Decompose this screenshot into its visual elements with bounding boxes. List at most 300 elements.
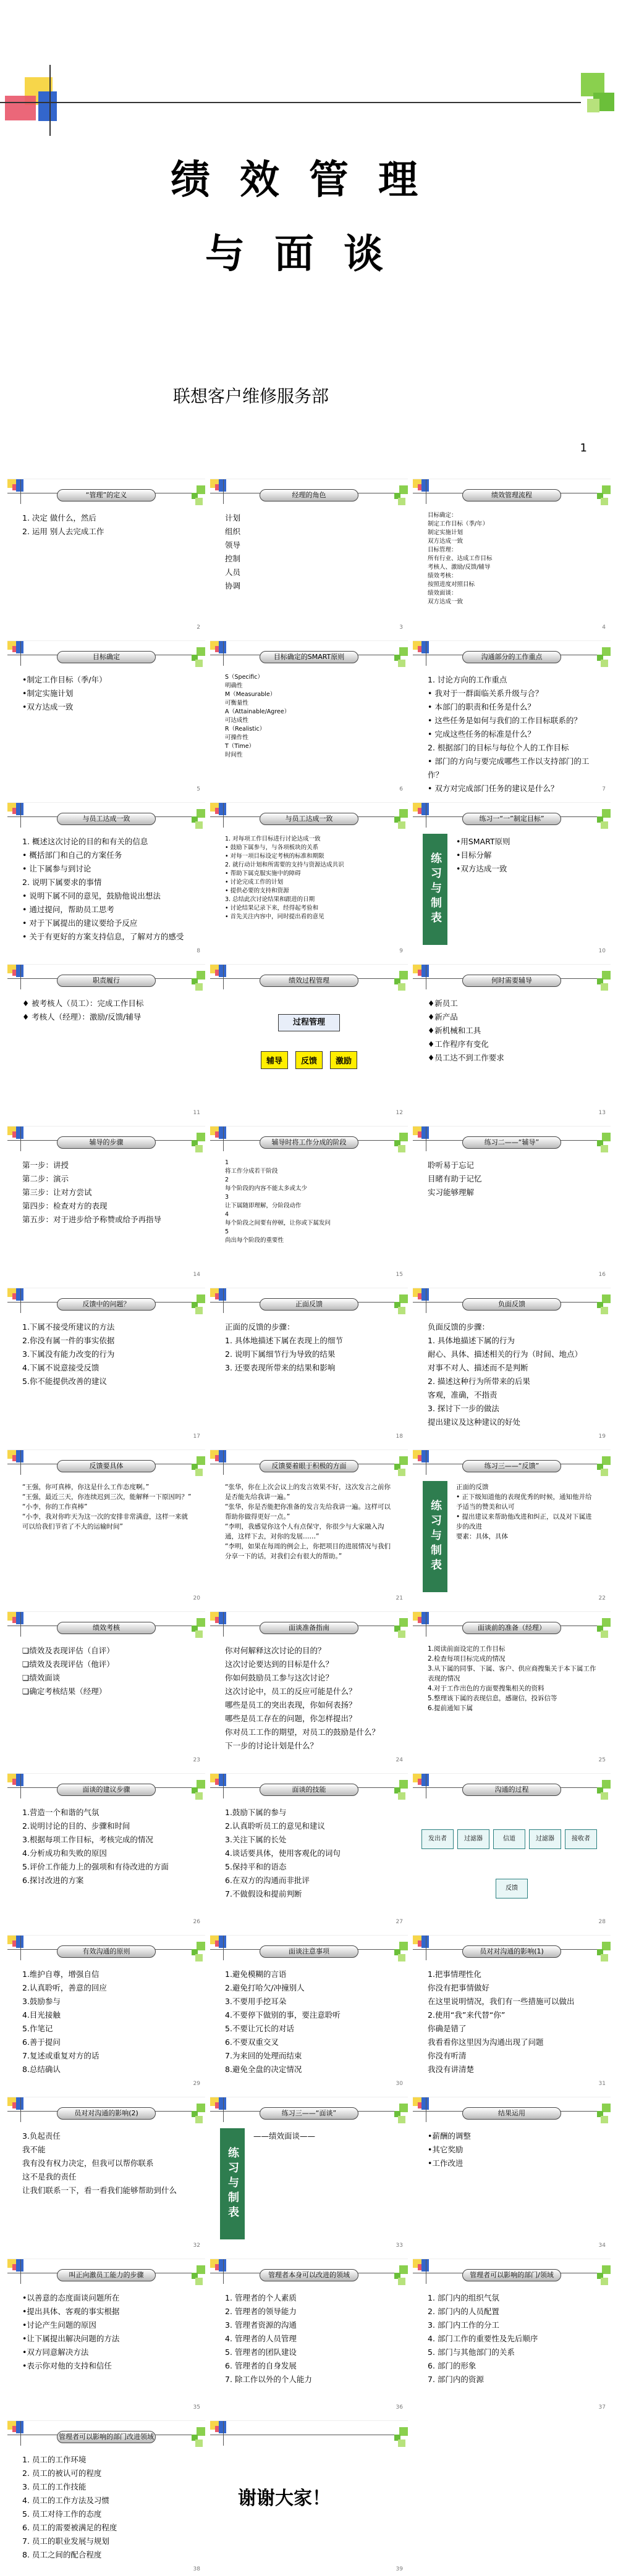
slide-number: 3	[399, 624, 403, 631]
body-line: 3.从下属的同事、下属、客户、供应商搜集关于本下属工作表现的情况	[428, 1665, 596, 1682]
body-line: 人员	[225, 568, 241, 577]
body-line: • 部门的方向与要完成哪些工作以支持部门的工作？	[428, 757, 590, 779]
decor-sq-b	[219, 803, 226, 815]
slide-title: 练习一“一”制定目标”	[462, 813, 561, 825]
slide-body	[428, 1968, 598, 2076]
slide-number: 21	[396, 1595, 403, 1601]
body-line: 每个阶段的内容不能太多或太少	[225, 1185, 308, 1192]
body-line: 4. 部门工作的重要性及先后顺序	[428, 2334, 538, 2343]
slide-body	[22, 1968, 193, 2076]
slide-body	[22, 1482, 193, 1532]
body-line: •其它奖励	[428, 2145, 464, 2154]
body-line: 计划	[225, 513, 241, 522]
body-line: •让下属提出解决问题的方法	[22, 2334, 120, 2343]
slide-number: 9	[399, 948, 403, 954]
decor-sq-b	[16, 1612, 23, 1624]
body-line: 实习能够理解	[428, 1188, 475, 1197]
decor-gr1	[399, 971, 408, 980]
decor-gr1	[399, 647, 408, 656]
decor-gr1	[399, 809, 408, 818]
slide-title: 面谈的技能	[260, 1784, 358, 1796]
body-line: 2. 描述这种行为所带来的后果	[428, 1377, 530, 1386]
body-line: • 帮助下属克服实施中的障碍	[225, 870, 301, 877]
decor-sq-b	[16, 1774, 23, 1786]
decor-gr3	[195, 498, 203, 505]
decor-gr1	[399, 2265, 408, 2274]
slide-body	[428, 997, 598, 1065]
decor-gr3	[398, 1630, 405, 1638]
decor-sq-b	[16, 1450, 23, 1462]
slide-body	[22, 2453, 193, 2562]
decor-gr3	[195, 2440, 203, 2447]
slide-17	[7, 1288, 205, 1443]
slide-24	[210, 1611, 408, 1767]
body-line: “王强，你可真棒，你这是什么工作态度啊。”	[22, 1483, 150, 1491]
slide-13	[413, 964, 611, 1120]
body-line: • 讨论结果记录下来，经得起考验和	[225, 905, 319, 912]
decor-vline	[223, 479, 224, 504]
body-line: 要素：具体，具体	[456, 1533, 508, 1540]
body-line: ♦员工达不到工作要求	[428, 1053, 504, 1062]
decor-sq-b	[421, 1936, 429, 1948]
decor-gr3	[398, 660, 405, 667]
decor-sq-b	[421, 1774, 429, 1786]
body-line: 2.认真聆听员工的意见和建议	[225, 1821, 325, 1831]
body-line: 1	[225, 1159, 229, 1166]
decor-gr3	[195, 1307, 203, 1314]
body-line: 1. 对每项工作目标进行讨论达成一致	[225, 836, 321, 842]
slide-title: 面谈准备指南	[260, 1622, 358, 1634]
flow-node: 信道	[493, 1829, 525, 1849]
decor-sq-b	[16, 2259, 23, 2272]
slide-title: 有效沟通的原则	[57, 1945, 156, 1958]
body-line: 控制	[225, 554, 241, 563]
decor-gr3	[398, 2116, 405, 2123]
slide-number: 5	[197, 786, 200, 792]
slide-number: 35	[193, 2404, 200, 2410]
slide-10	[413, 802, 611, 958]
slide-number: 4	[602, 624, 606, 631]
decor-sq-b	[219, 1774, 226, 1786]
body-line: • 关于有更好的方案支持信息，了解对方的感受	[22, 932, 184, 941]
slide-title: 管理者可以影响的部门/领域	[462, 2269, 561, 2281]
decor-gr1	[197, 1133, 205, 1141]
decor-gr1	[602, 971, 611, 980]
body-line: • 我对于一群面临关系升级与合？	[428, 689, 543, 698]
slide-number: 2	[197, 624, 200, 631]
company-name: 联想客户维修服务部	[173, 386, 329, 406]
decor-gr3	[398, 1954, 405, 1961]
slide-33	[210, 2097, 408, 2252]
slide-18	[210, 1288, 408, 1443]
body-line: 2. 就行动计划和所需要的支持与资源达成共识	[225, 862, 344, 868]
decor-gr1	[602, 485, 611, 494]
decor-gr1	[602, 1618, 611, 1627]
body-line: •制定工作目标（季/年）	[22, 675, 107, 684]
decor-sq-b	[16, 479, 23, 492]
decor-vline	[20, 1936, 21, 1960]
body-line: • 鼓励下属参与，与各项板块的关系	[225, 844, 319, 851]
decor-gr3	[601, 1630, 608, 1638]
decor-green-square	[587, 99, 599, 112]
body-line: 7.不做假设和提前判断	[225, 1889, 302, 1898]
body-line: 组织	[225, 527, 241, 536]
slide-23	[7, 1611, 205, 1767]
body-line: 7. 除工作以外的个人能力	[225, 2375, 312, 2384]
slide-title: 负面反馈	[462, 1298, 561, 1311]
slide-number: 11	[193, 1110, 200, 1116]
decor-sq-b	[16, 2097, 23, 2110]
decor-sq-b	[219, 479, 226, 492]
decor-gr1	[197, 647, 205, 656]
body-line: 7. 员工的职业发展与规划	[22, 2536, 109, 2546]
body-line: 你确是错了	[428, 2024, 467, 2033]
process-step-box: 反馈	[295, 1051, 323, 1069]
decor-gr1	[399, 1294, 408, 1303]
slide-title: 员对对沟通的影响(1)	[462, 1945, 561, 1958]
decor-vline	[20, 1774, 21, 1798]
body-line: • 正下级知道他的表现优秀的时候，通知他并给予适当的赞美和认可	[456, 1493, 592, 1511]
body-line: 客观，准确，不指责	[428, 1390, 497, 1399]
body-line: 2. 说明下属要求的事情	[22, 878, 102, 887]
slide-number: 16	[598, 1272, 606, 1278]
slide-title: 员对对沟通的影响(2)	[57, 2107, 156, 2120]
body-line: 3.根据每项工作目标，考核完成的情况	[22, 1835, 153, 1844]
body-line: 6. 员工的需要被满足的程度	[22, 2523, 117, 2532]
slide-title: 反馈要具体	[57, 1460, 156, 1472]
body-line: 1. 讨论方向的工作重点	[428, 675, 507, 684]
decor-gr1	[602, 1133, 611, 1141]
slide-title: 职责履行	[57, 975, 156, 987]
body-line: 你没有听清	[428, 2051, 467, 2060]
body-line: 5. 员工对待工作的态度	[22, 2509, 102, 2519]
slide-number: 33	[396, 2242, 403, 2249]
decor-sq-b	[421, 2259, 429, 2272]
flow-node: 反馈	[496, 1879, 528, 1898]
body-line: 让下属随即理解，分阶段动作	[225, 1202, 302, 1209]
body-line: ♦ 被考核人（员工）：完成工作目标	[22, 999, 144, 1008]
body-line: 6.不要双重交叉	[225, 2037, 279, 2047]
body-line: • 通过提问，帮助员工思考	[22, 905, 114, 914]
slide-title: 绩效考核	[57, 1622, 156, 1634]
decor-vline	[223, 2097, 224, 2122]
body-line: 这次讨论要达到的目标是什么？	[225, 1659, 334, 1669]
slide-title: 结果运用	[462, 2107, 561, 2120]
slide-title: 练习三——“反馈”	[462, 1460, 561, 1472]
slide-title: 反馈中的问题？	[57, 1298, 156, 1311]
decor-gr1	[197, 1294, 205, 1303]
decor-sq-b	[421, 641, 429, 653]
decor-gr3	[601, 1145, 608, 1152]
body-line: 2	[225, 1177, 229, 1183]
slide-body	[225, 2291, 396, 2386]
slide-body	[225, 1968, 396, 2076]
decor-gr1	[602, 1294, 611, 1303]
decor-vline	[20, 641, 21, 666]
body-line: • 说明下属不同的意见，鼓励他说出想法	[22, 891, 161, 900]
slide-number: 23	[193, 1757, 200, 1763]
slide-title: 经理的角色	[260, 489, 358, 501]
body-line: 制定工作目标（季/年）	[428, 521, 489, 527]
decor-sq-b	[219, 1450, 226, 1462]
decor-sq-b	[16, 2421, 23, 2433]
slide-number: 14	[193, 1272, 200, 1278]
decor-sq-b	[421, 1288, 429, 1301]
body-line: ♦工作程序有变化	[428, 1039, 489, 1049]
decor-gr3	[601, 2278, 608, 2285]
decor-gr1	[197, 2104, 205, 2112]
body-line: • 这些任务是如何与我们的工作目标联系的？	[428, 716, 582, 725]
body-line: ❏确定考核结果（经理）	[22, 1687, 107, 1696]
slide-body	[225, 1320, 396, 1375]
body-line: 7.为来回的处理而结束	[225, 2051, 302, 2060]
decor-sq-b	[219, 1288, 226, 1301]
slide-30	[210, 1935, 408, 2091]
slide-body	[428, 1159, 598, 1199]
decor-gr1	[197, 2265, 205, 2274]
decor-vline	[20, 1288, 21, 1313]
body-line: 7. 部门内的资源	[428, 2375, 484, 2384]
decor-gr1	[197, 1942, 205, 1950]
decor-vline	[20, 2259, 21, 2284]
decor-sq-b	[421, 2097, 429, 2110]
body-line: 在这里说明情况，我们有一些措施可以做出	[428, 1997, 575, 2006]
slide-number: 29	[193, 2081, 200, 2087]
body-line: “李明，我感觉你这个人有点保守，你很少与大家融入沟通，这样下去，对你的发展……”	[225, 1523, 384, 1540]
decor-gr1	[602, 647, 611, 656]
slide-body	[428, 673, 598, 795]
decor-gr3	[195, 1792, 203, 1800]
decor-sq-b	[421, 1450, 429, 1462]
body-line: • 概括部门和自己的方案任务	[22, 850, 122, 860]
body-line: 4	[225, 1211, 229, 1218]
slide-7	[413, 640, 611, 796]
body-line: 尚出每个阶段的重要性	[225, 1237, 284, 1244]
slide-body	[22, 511, 193, 539]
body-line: •制定实施计划	[22, 689, 74, 698]
body-line: 5	[225, 1228, 229, 1235]
body-line: •目标分解	[456, 850, 492, 860]
slide-title: 何时需要辅导	[462, 975, 561, 987]
decor-gr1	[197, 809, 205, 818]
body-line: 5.不要让冗长的对话	[225, 2024, 294, 2033]
flow-node: 过滤器	[529, 1829, 561, 1849]
body-line: 第五步：对于进步给予称赞或给予再指导	[22, 1215, 162, 1224]
flow-node: 发出者	[421, 1829, 454, 1849]
slide-number: 31	[598, 2081, 606, 2087]
slide-body	[428, 2129, 598, 2170]
exercise-side-label: 练习与制表	[423, 1481, 447, 1592]
decor-sq-b	[219, 2097, 226, 2110]
decor-vline	[20, 965, 21, 989]
body-line: 1.维护自尊，增强自信	[22, 1970, 99, 1979]
thanks-text: 谢谢大家！	[238, 2488, 331, 2509]
slide-12	[210, 964, 408, 1120]
slide-number: 39	[396, 2566, 403, 2572]
body-line: 1.下属不接受所建议的方法	[22, 1322, 115, 1332]
decor-gr1	[197, 2427, 205, 2436]
slide-body	[22, 1644, 193, 1698]
body-line: • 首先关注内容中，同时提出看的意见	[225, 913, 324, 920]
decor-vertical-line	[49, 65, 51, 136]
body-line: 3. 总结此次讨论结果和跟进的日期	[225, 896, 315, 903]
decor-gr1	[602, 1942, 611, 1950]
decor-gr1	[602, 1456, 611, 1465]
body-line: • 讨论完成工作的计划	[225, 879, 284, 886]
body-line: 绩效面谈：	[428, 590, 457, 597]
slide-number: 13	[598, 1110, 606, 1116]
body-line: ❏绩效及表现评估（他评）	[22, 1659, 114, 1669]
decor-gr3	[195, 821, 203, 829]
body-line: 绩效考核：	[428, 573, 457, 579]
body-line: “李明，如果在每周的例会上，你把项目的进展情况与我们分享一下的话，对我们会有很大的帮助。”	[225, 1543, 391, 1560]
slide-title: 沟通的过程	[462, 1784, 561, 1796]
slide-number: 25	[598, 1757, 606, 1763]
body-line: •表示你对他的支持和信任	[22, 2361, 112, 2370]
slide-number: 37	[598, 2404, 606, 2410]
slide-body	[456, 1482, 598, 1542]
decor-gr1	[602, 2265, 611, 2274]
slide-number: 36	[396, 2404, 403, 2410]
body-line: 1. 具体地描述下属在表现上的细节	[225, 1336, 343, 1345]
slide-number: 38	[193, 2566, 200, 2572]
slide-number: 17	[193, 1433, 200, 1440]
process-step-box: 激励	[330, 1051, 357, 1069]
slide-number: 32	[193, 2242, 200, 2249]
decor-vline	[223, 2259, 224, 2284]
slide-16	[413, 1126, 611, 1282]
body-line: 这次讨论中，员工的反应可能是什么？	[225, 1687, 357, 1696]
decor-gr1	[197, 1456, 205, 1465]
decor-vline	[20, 1612, 21, 1637]
body-line: 2.避免打哈欠/冲撞别人	[225, 1983, 305, 1992]
body-line: 5. 管理者的团队建设	[225, 2347, 297, 2357]
body-line: • 提供必要的支持和资源	[225, 887, 289, 894]
slide-body	[22, 997, 193, 1024]
slide-25	[413, 1611, 611, 1767]
slide-number: 26	[193, 1919, 200, 1925]
body-line: 2.使用“我”来代替“你”	[428, 2010, 506, 2020]
body-line: 1.营造一个和谐的气氛	[22, 1808, 99, 1817]
decor-gr1	[197, 485, 205, 494]
body-line: 3. 管理者资源的沟通	[225, 2320, 297, 2330]
decor-gr1	[197, 971, 205, 980]
decor-vline	[223, 1774, 224, 1798]
body-line: 1. 概述这次讨论的目的和有关的信息	[22, 837, 148, 846]
body-line: M（Measurable）	[225, 691, 276, 698]
body-line: 按照进度对照目标	[428, 581, 475, 588]
decor-gr3	[601, 983, 608, 991]
process-center-box: 过程管理	[278, 1014, 340, 1031]
slide-3	[210, 479, 408, 634]
decor-gr1	[399, 1133, 408, 1141]
body-line: 我不能	[22, 2145, 46, 2154]
slide-29	[7, 1935, 205, 2091]
decor-sq-b	[219, 2421, 226, 2433]
decor-vline	[223, 2421, 224, 2446]
decor-gr3	[398, 1792, 405, 1800]
decor-gr1	[399, 2427, 408, 2436]
body-line: 6. 部门的形象	[428, 2361, 476, 2370]
body-line: •工作改进	[428, 2159, 464, 2168]
exercise-side-label: 练习与制表	[423, 834, 447, 945]
slide-28	[413, 1773, 611, 1929]
slide-title: 正面反馈	[260, 1298, 358, 1311]
body-line: 我看看你这里因为沟通出现了问题	[428, 2037, 544, 2047]
slide-body	[22, 2129, 193, 2197]
slide-body	[225, 511, 396, 593]
decor-sq-b	[219, 1936, 226, 1948]
slide-11	[7, 964, 205, 1120]
body-line: 3.不要用手挖耳朵	[225, 1997, 287, 2006]
decor-sq-b	[219, 1126, 226, 1139]
decor-gr3	[398, 1307, 405, 1314]
slide-9	[210, 802, 408, 958]
decor-gr1	[399, 2104, 408, 2112]
decor-sq-b	[219, 1612, 226, 1624]
body-line: 1.阅读前面设定的工作目标	[428, 1645, 506, 1653]
decor-vline	[223, 965, 224, 989]
body-line: 4. 管理者的人员管理	[225, 2334, 297, 2343]
body-line: 将工作分成若干阶段	[225, 1168, 278, 1175]
body-line: 目标确定：	[428, 512, 457, 519]
process-step-box: 辅导	[261, 1051, 288, 1069]
body-line: 3. 员工的工作技能	[22, 2482, 87, 2491]
decor-vline	[223, 1936, 224, 1960]
body-line: ——绩效面谈——	[253, 2131, 316, 2141]
decor-gr3	[398, 2440, 405, 2447]
body-line: 让我们联系一下，看一看我们能够帮助到什么	[22, 2186, 177, 2195]
body-line: • 让下属参与到讨论	[22, 864, 91, 873]
body-line: 第二步：演示	[22, 1174, 69, 1183]
decor-sq-b	[219, 2259, 226, 2272]
body-line: 3. 探讨下一步的做法	[428, 1404, 499, 1413]
body-line: “小李，我对你昨天为这一次的安排非常满意，这样一来就可以给我们节省了不大的运输时间”	[22, 1513, 188, 1530]
body-line: 6.善于提问	[22, 2037, 61, 2047]
slide-body	[428, 2291, 598, 2386]
body-line: 3.负起责任	[22, 2131, 61, 2141]
body-line: 6. 管理者的自身发展	[225, 2361, 297, 2370]
body-line: • 提出建议来帮助他改进和纠正，以及对下属进步的改进	[456, 1513, 592, 1530]
body-line: 8.避免全盘的决定情况	[225, 2065, 302, 2074]
slide-19	[413, 1288, 611, 1443]
exercise-side-label: 练习与制表	[220, 2128, 245, 2239]
slide-body	[225, 673, 396, 760]
decor-gr1	[399, 1780, 408, 1789]
slide-number: 28	[598, 1919, 606, 1925]
body-line: 1.把事情理性化	[428, 1970, 481, 1979]
slide-body	[225, 1159, 396, 1245]
process-boxes	[222, 1051, 396, 1069]
body-line: 3. 还要表现所带来的结果和影响	[225, 1363, 336, 1372]
body-line: •以善意的态度面谈问题所在	[22, 2293, 120, 2302]
slide-number: 10	[598, 948, 606, 954]
body-line: 4.谈话要具体，使用客观化的词句	[225, 1848, 341, 1858]
decor-gr3	[398, 498, 405, 505]
slide-title: 管理者可以影响的部门改进领域	[57, 2431, 156, 2443]
body-line: • 本部门的职责和任务是什么？	[428, 702, 535, 711]
slide-number: 8	[197, 948, 200, 954]
body-line: ♦新机械和工具	[428, 1026, 481, 1035]
body-line: • 完成这些任务的标准是什么？	[428, 729, 535, 739]
slide-number: 20	[193, 1595, 200, 1601]
body-line: 哪些是员工存在的问题，你怎样提出？	[225, 1714, 357, 1723]
body-line: A（Attainable/Agree）	[225, 708, 290, 715]
cover-title-line2: 与面谈	[205, 231, 413, 277]
slide-number: 6	[399, 786, 403, 792]
decor-vline	[223, 1450, 224, 1475]
slide-title: 练习三——“面谈”	[260, 2107, 358, 2120]
